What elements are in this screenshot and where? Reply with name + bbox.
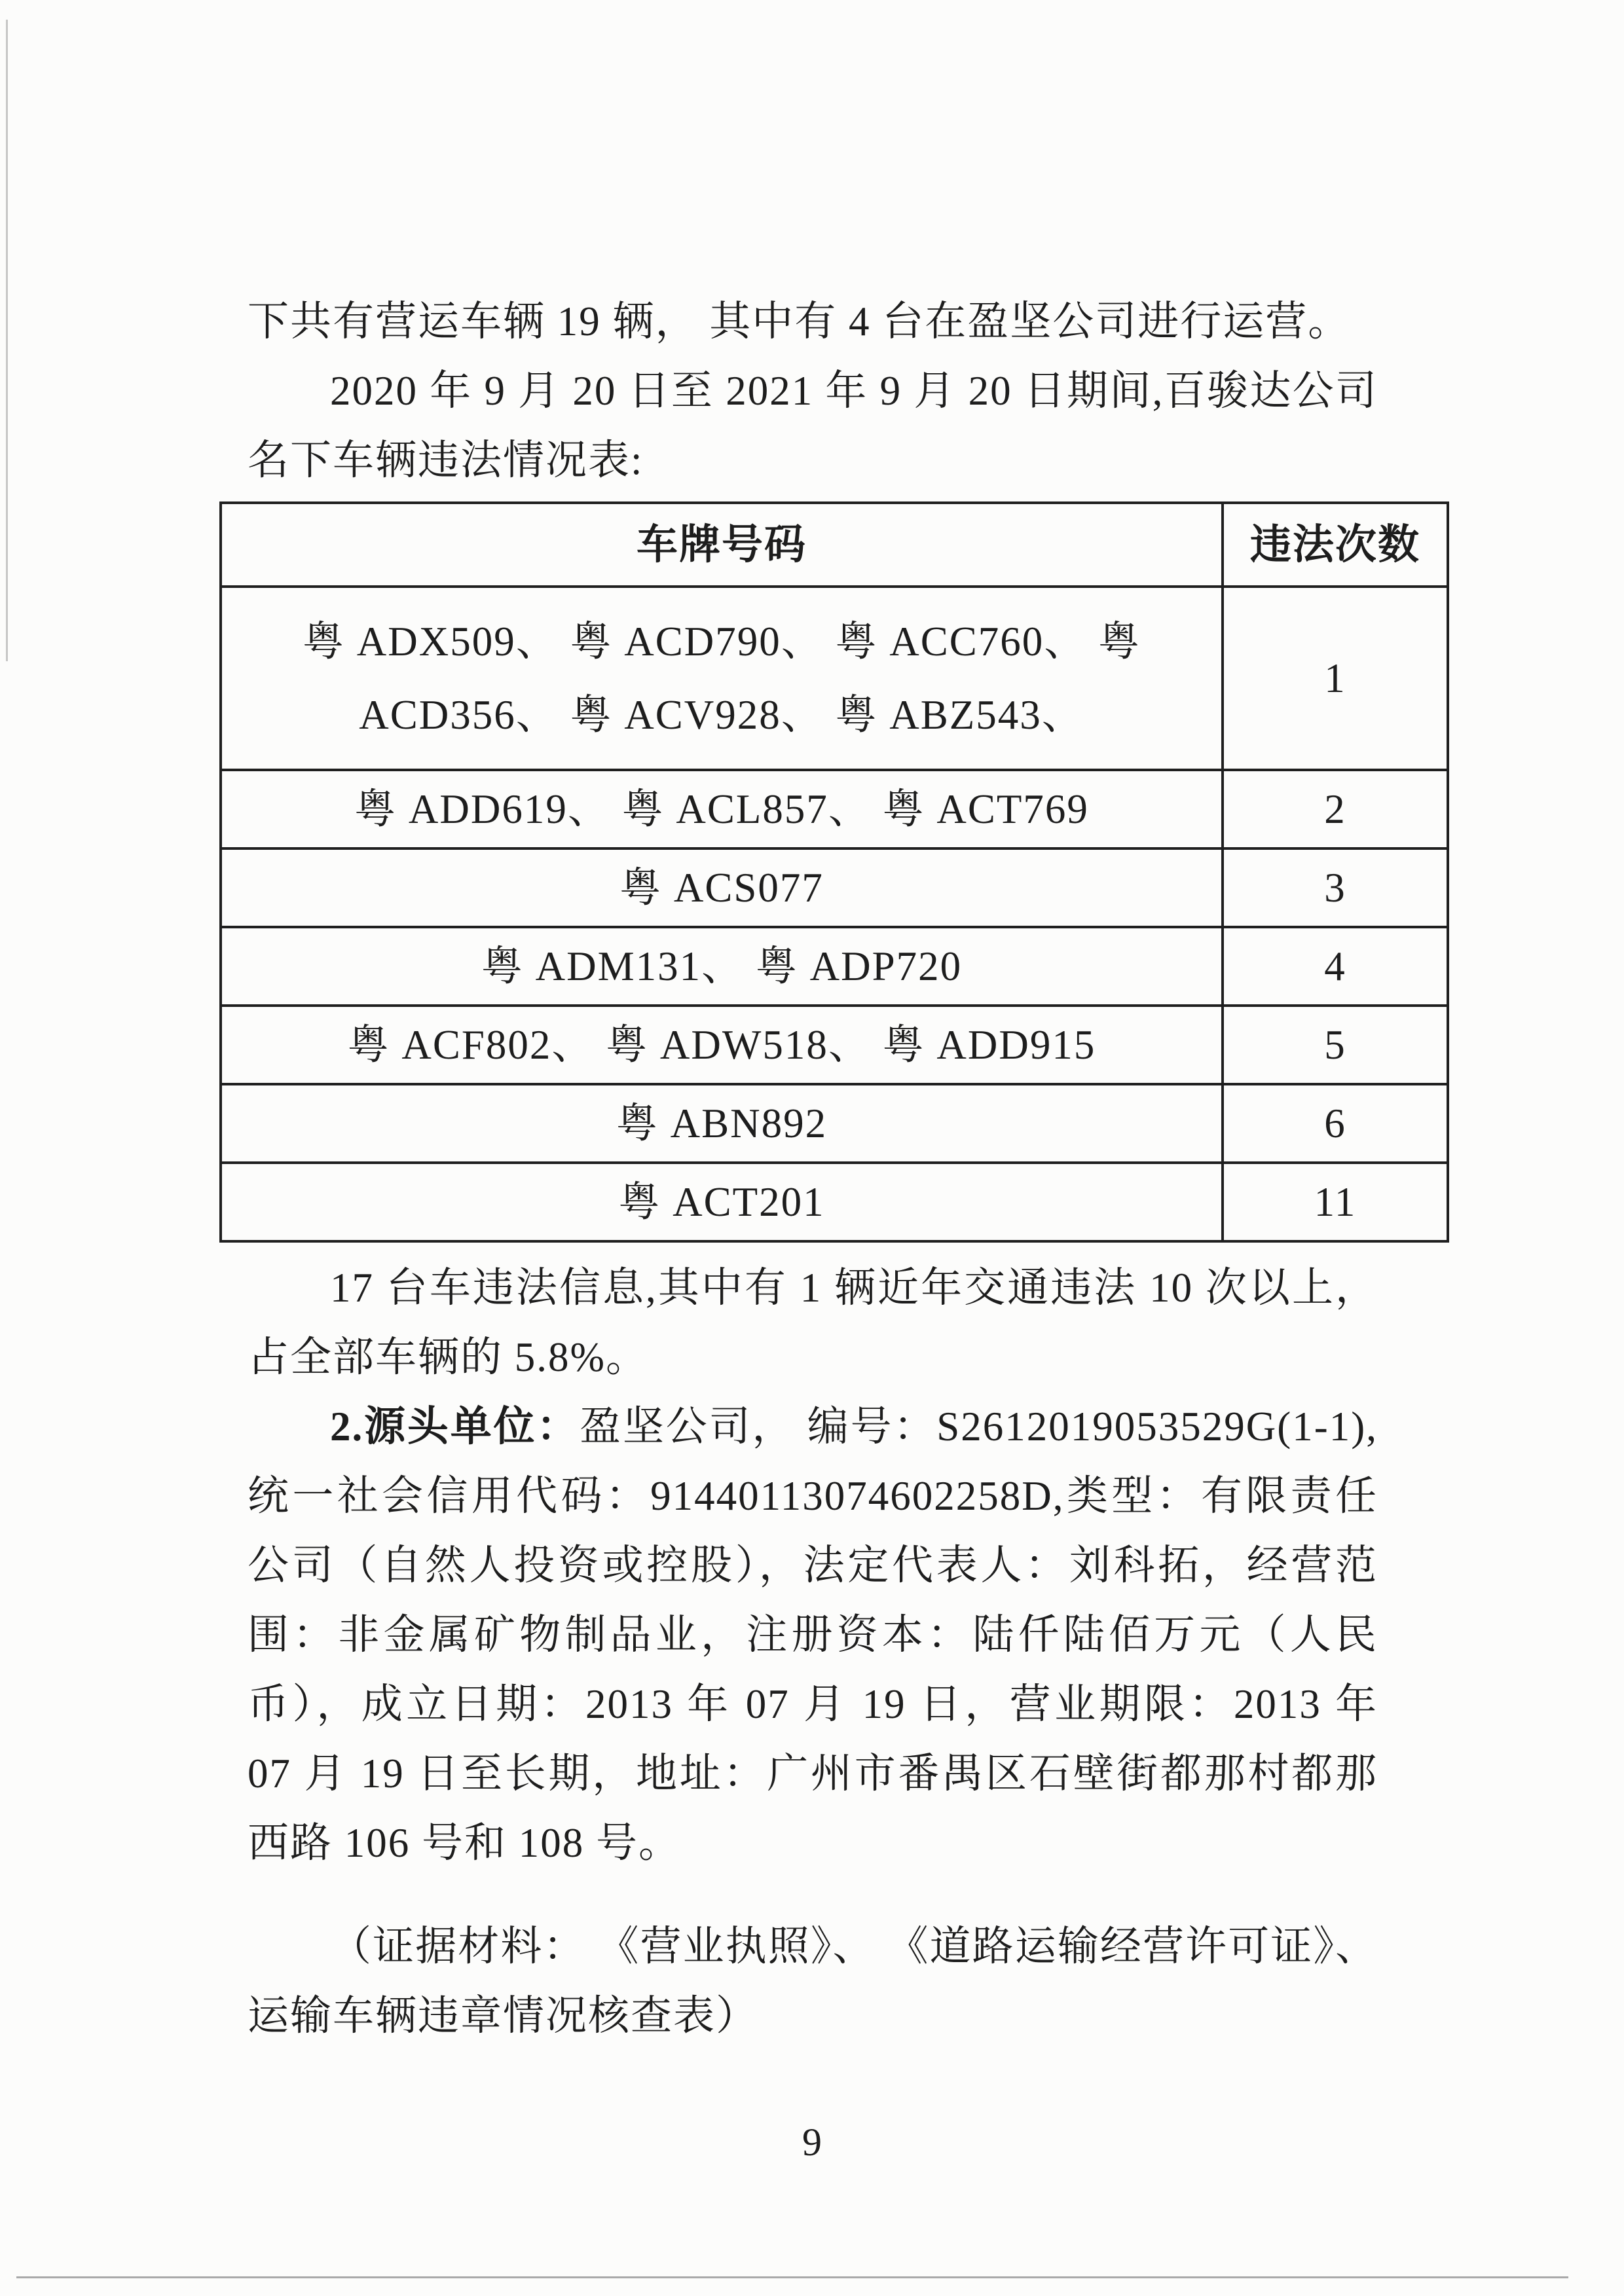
- plates-cell: 粤 ABN892: [221, 1084, 1223, 1163]
- table-row: [221, 927, 1448, 1006]
- count-cell: 5: [1223, 1006, 1448, 1084]
- vehicle-violations-table: [219, 501, 1449, 1243]
- page-number: 9: [802, 2121, 822, 2164]
- table-header-row: [221, 503, 1448, 587]
- count-cell: 6: [1223, 1084, 1448, 1163]
- count-cell: 2: [1223, 770, 1448, 848]
- table-row: [221, 770, 1448, 848]
- source-unit-label: 2.源头单位：: [330, 1404, 580, 1449]
- table-row: [221, 1084, 1448, 1163]
- table-row: [221, 1006, 1448, 1084]
- table-row: [221, 1163, 1448, 1241]
- scan-edge-artifact-left: [6, 20, 8, 661]
- count-cell: 3: [1223, 848, 1448, 927]
- table-row: [221, 587, 1448, 770]
- count-cell: 1: [1223, 587, 1448, 770]
- paragraph-operating-vehicles: 下共有营运车辆 19 辆， 其中有 4 台在盈坚公司进行运营。: [248, 299, 1351, 344]
- plates-cell: 粤 ADM131、 粤 ADP720: [221, 927, 1223, 1006]
- column-header-plate-number: 车牌号码: [221, 503, 1223, 587]
- count-cell: 11: [1223, 1163, 1448, 1241]
- plates-cell: 粤 ACS077: [221, 848, 1223, 927]
- paragraph-evidence-materials: （证据材料： 《营业执照》、 《道路运输经营许可证》、运输车辆违章情况核查表）: [248, 1923, 1378, 2039]
- scan-edge-artifact-bottom: [16, 2276, 1568, 2278]
- paragraph-violation-summary: 17 台车违法信息,其中有 1 辆近年交通违法 10 次以上， 占全部车辆的 5.8%。: [248, 1265, 1378, 1380]
- plates-cell: 粤 ADX509、 粤 ACD790、 粤 ACC760、 粤 ACD356、 粤 ACV928、 粤 ABZ543、: [221, 587, 1223, 770]
- plates-cell: 粤 ACF802、 粤 ADW518、 粤 ADD915: [221, 1006, 1223, 1084]
- count-cell: 4: [1223, 927, 1448, 1006]
- plates-cell: 粤 ADD619、 粤 ACL857、 粤 ACT769: [221, 770, 1223, 848]
- paragraph-violation-period-intro: 2020 年 9 月 20 日至 2021 年 9 月 20 日期间,百骏达公司名下车辆违法情况表:: [248, 368, 1378, 483]
- source-unit-details: 盈坚公司， 编号：S2612019053529G(1-1),统一社会信用代码：91440113074602258D,类型：有限责任公司（自然人投资或控股），法定代表人：刘科拓，经营范围：非金属矿物制品业，注册资本：陆仟陆佰万元（人民币），成立日期：2013 年 07 月 19 日，营业期限：2013 年 07 月 19 日至长期，地址：广州市番禺区石壁街都那村都那西路 106 号和 108 号。: [248, 1404, 1378, 1866]
- column-header-violation-count: 违法次数: [1223, 503, 1448, 587]
- table-row: [221, 848, 1448, 927]
- paragraph-source-unit: [248, 1392, 1378, 1878]
- document-body: [248, 287, 1420, 2050]
- plates-cell: 粤 ACT201: [221, 1163, 1223, 1241]
